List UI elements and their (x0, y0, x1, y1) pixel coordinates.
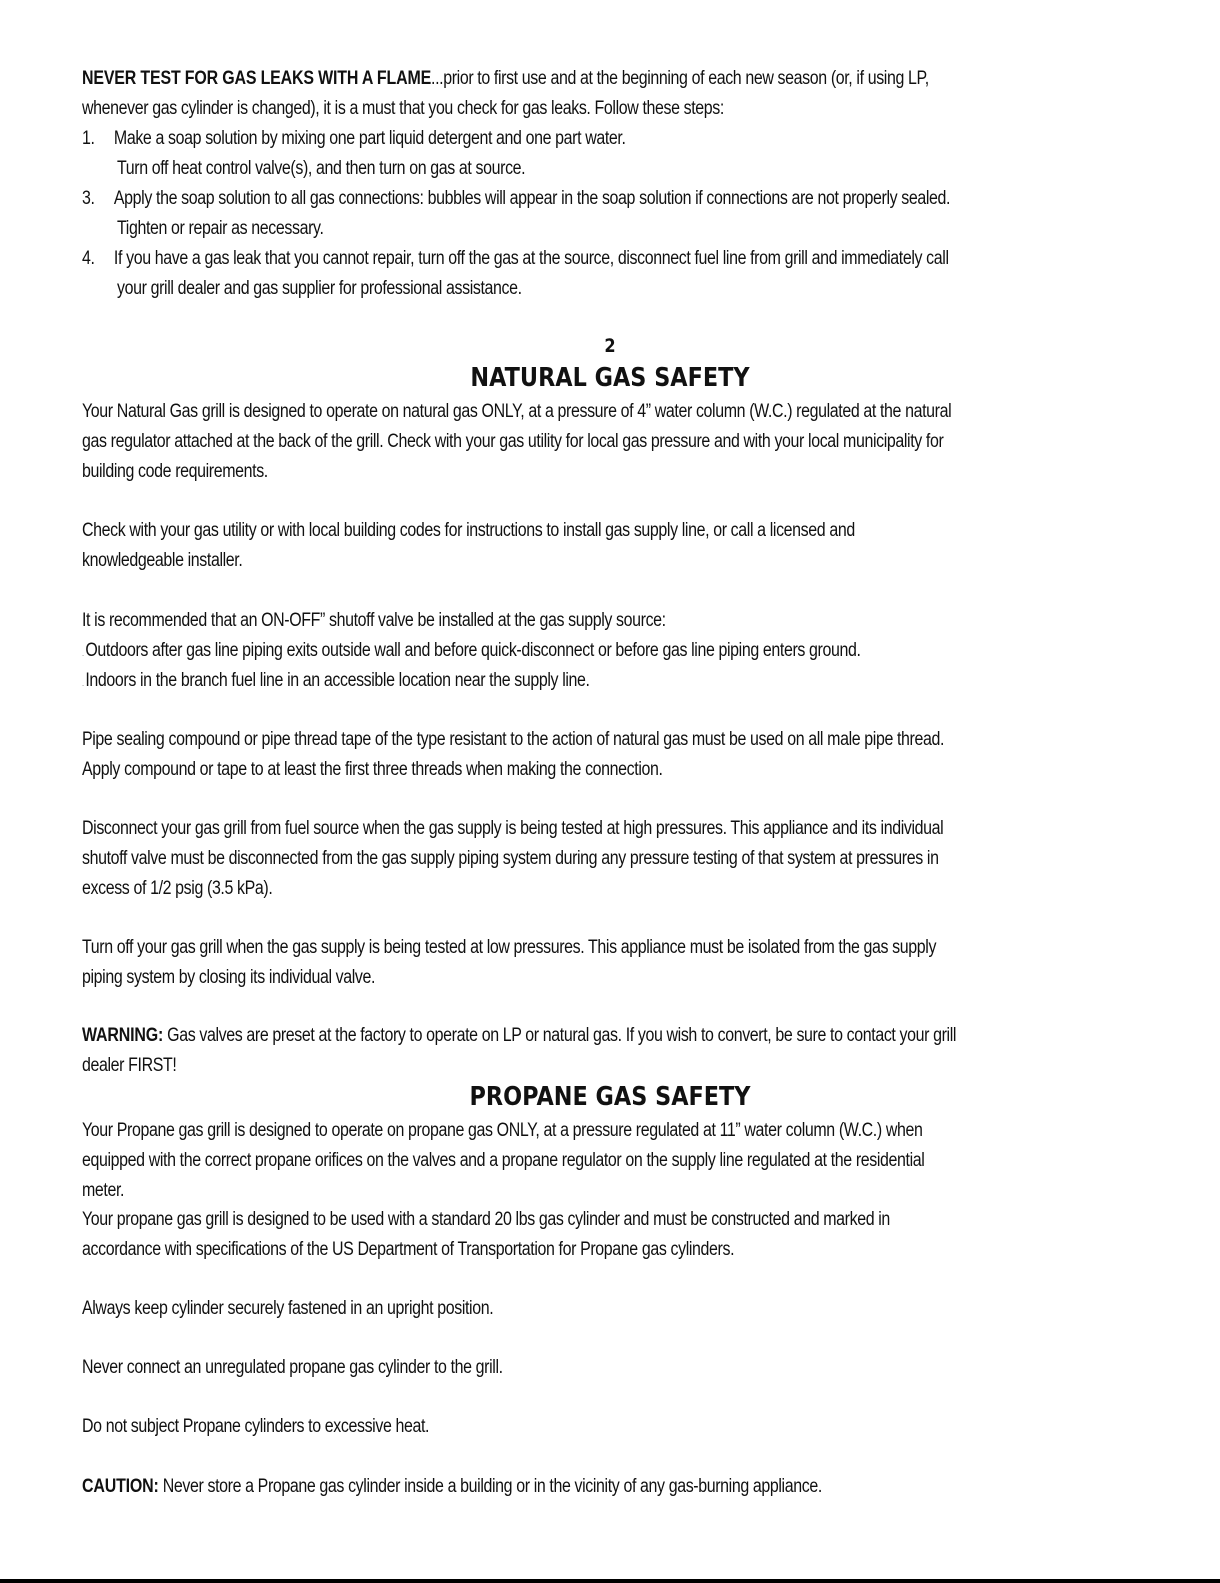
natural-gas-p3-line: It is recommended that an ON-OFF” shutoff valve be installed at the gas supply source: (82, 610, 666, 631)
step-number: 1. (82, 128, 95, 149)
step-text: Apply the soap solution to all gas connections: bubbles will appear in the soap solution if connections are not properly sealed. (113, 188, 951, 209)
natural-gas-p4-line: Apply compound or tape to at least the first three threads when making the connection. (82, 759, 663, 780)
natural-gas-p2-line: knowledgeable installer. (82, 550, 243, 571)
propane-p1-line: Your propane gas grill is designed to be used with a standard 20 lbs gas cylinder and must be constructed and marked in (82, 1209, 890, 1230)
leak-test-intro-line-1 (82, 64, 929, 94)
natural-gas-p6-line: Turn off your gas grill when the gas supply is being tested at low pressures. This appliance must be isolated from the gas supply (82, 937, 937, 958)
propane-p1-line: Your Propane gas grill is designed to operate on propane gas ONLY, at a pressure regulated at 11” water column (W.C.) when (82, 1120, 923, 1141)
natural-gas-p1-line: Your Natural Gas grill is designed to operate on natural gas ONLY, at a pressure of 4” water column (W.C.) regulated at the natural (82, 401, 952, 422)
natural-gas-warning (82, 1021, 956, 1051)
natural-gas-p1-line: building code requirements. (82, 461, 268, 482)
propane-p2: Always keep cylinder securely fastened in an upright position. (82, 1298, 494, 1319)
bullet-icon: . (82, 678, 84, 688)
step-3 (82, 184, 950, 214)
bullet-text: Indoors in the branch fuel line in an accessible location near the supply line. (85, 670, 590, 691)
natural-gas-bullet-indoors (82, 666, 590, 698)
propane-caution (82, 1472, 822, 1502)
natural-gas-p4-line: Pipe sealing compound or pipe thread tape of the type resistant to the action of natural gas must be used on all male pipe thread. (82, 729, 945, 750)
propane-p1-line: accordance with specifications of the US Department of Transportation for Propane gas cylinders. (82, 1239, 735, 1260)
page-number: 2 (604, 335, 616, 357)
step-1-continuation: Turn off heat control valve(s), and then turn on gas at source. (117, 158, 526, 179)
step-4 (82, 244, 949, 274)
step-3-continuation: Tighten or repair as necessary. (117, 218, 324, 239)
step-number: 3. (82, 188, 95, 209)
caution-text: Never store a Propane gas cylinder inside a building or in the vicinity of any gas-burning appliance. (158, 1476, 822, 1497)
step-4-continuation: your grill dealer and gas supplier for professional assistance. (117, 278, 522, 299)
step-1 (82, 124, 626, 154)
natural-gas-p6-line: piping system by closing its individual valve. (82, 967, 376, 988)
leak-test-lead-bold: NEVER TEST FOR GAS LEAKS WITH A FLAME (82, 68, 432, 89)
step-text: If you have a gas leak that you cannot repair, turn off the gas at the source, disconnect fuel line from grill and immediately call (113, 248, 949, 269)
propane-p1-line: equipped with the correct propane orifices on the valves and a propane regulator on the supply line regulated at the residential (82, 1150, 925, 1171)
page-bottom-rule (0, 1579, 1220, 1583)
natural-gas-p5-line: shutoff valve must be disconnected from the gas supply piping system during any pressure testing of that system at pressures in (82, 848, 939, 869)
leak-test-intro-line-2: whenever gas cylinder is changed), it is a must that you check for gas leaks. Follow these steps: (82, 98, 724, 119)
bullet-text: Outdoors after gas line piping exits outside wall and before quick-disconnect or before gas line piping enters ground. (85, 640, 861, 661)
natural-gas-heading: NATURAL GAS SAFETY (470, 363, 750, 393)
natural-gas-p5-line: excess of 1/2 psig (3.5 kPa). (82, 878, 273, 899)
propane-heading: PROPANE GAS SAFETY (469, 1082, 751, 1112)
propane-p4: Do not subject Propane cylinders to excessive heat. (82, 1416, 430, 1437)
caution-label: CAUTION: (82, 1476, 159, 1497)
leak-test-lead-rest: ...prior to first use and at the beginning of each new season (or, if using LP, (431, 68, 929, 89)
warning-text: Gas valves are preset at the factory to operate on LP or natural gas. If you wish to convert, be sure to contact your grill (163, 1025, 957, 1046)
propane-p1-line: meter. (82, 1180, 125, 1201)
step-text: Make a soap solution by mixing one part liquid detergent and one part water. (113, 128, 626, 149)
bullet-icon: . (82, 648, 84, 658)
natural-gas-p5-line: Disconnect your gas grill from fuel source when the gas supply is being tested at high pressures. This appliance and its individual (82, 818, 944, 839)
warning-label: WARNING: (82, 1025, 164, 1046)
natural-gas-p1-line: gas regulator attached at the back of the grill. Check with your gas utility for local gas pressure and with your local municipality for (82, 431, 944, 452)
propane-p3: Never connect an unregulated propane gas cylinder to the grill. (82, 1357, 503, 1378)
step-number: 4. (82, 248, 95, 269)
natural-gas-p2-line: Check with your gas utility or with local building codes for instructions to install gas supply line, or call a licensed and (82, 520, 855, 541)
natural-gas-bullet-outdoors (82, 636, 861, 668)
natural-gas-warning-continuation: dealer FIRST! (82, 1055, 177, 1076)
